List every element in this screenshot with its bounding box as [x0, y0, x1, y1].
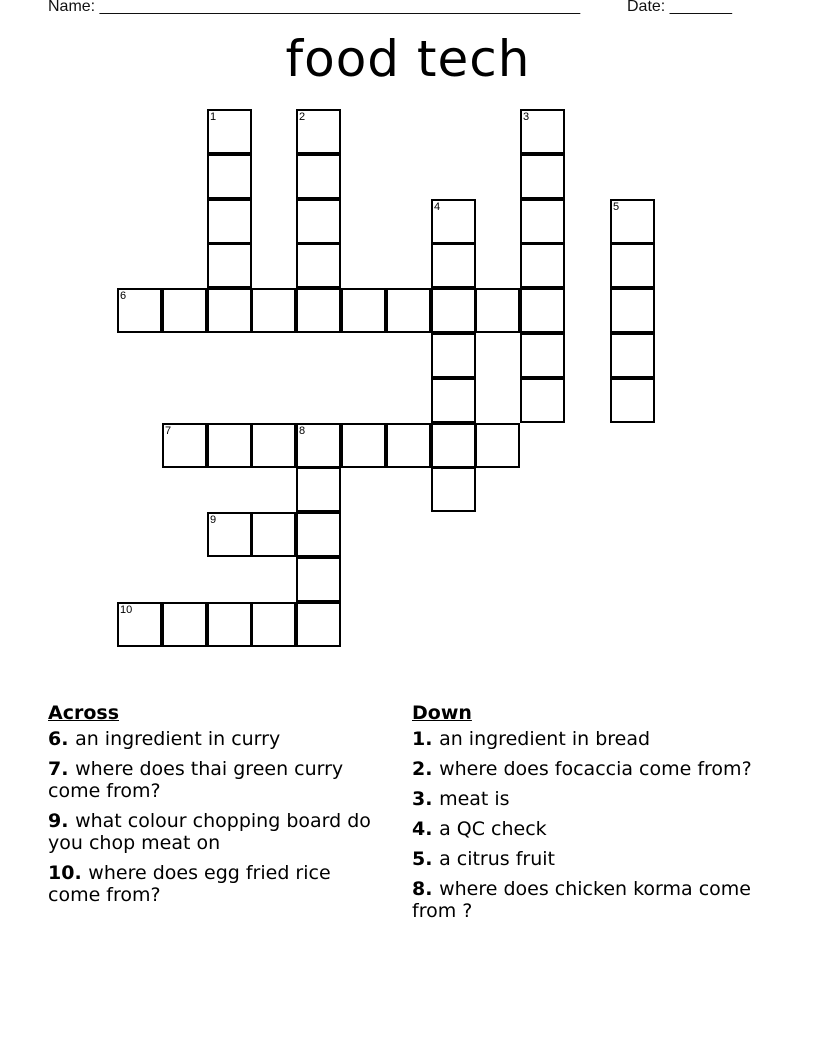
clue-number: 2: [412, 758, 426, 780]
clue-number: 1: [412, 728, 426, 750]
crossword-cell[interactable]: [431, 333, 476, 378]
crossword-cell[interactable]: [251, 602, 296, 647]
cell-number: 1: [210, 111, 217, 123]
crossword-cell[interactable]: [431, 199, 476, 244]
clue-down-1: 1. an ingredient in bread: [412, 728, 651, 750]
clue-across-7: 7. where does thai green curry come from?: [48, 758, 344, 802]
cell-number: 6: [120, 290, 127, 302]
page-title: food tech: [285, 30, 531, 88]
crossword-cell[interactable]: [117, 288, 162, 333]
cell-number: 3: [523, 111, 530, 123]
crossword-cell[interactable]: [520, 109, 565, 154]
crossword-cell[interactable]: [610, 199, 655, 244]
crossword-cell[interactable]: [431, 378, 476, 423]
clue-down-3: 3. meat is: [412, 788, 510, 810]
clue-down-2: 2. where does focaccia come from?: [412, 758, 752, 780]
crossword-cell[interactable]: [251, 512, 296, 557]
clue-number: 8: [412, 878, 426, 900]
cell-number: 7: [165, 425, 172, 437]
down-heading: Down: [412, 702, 472, 724]
cell-number: 4: [434, 201, 441, 213]
crossword-cell[interactable]: [207, 109, 252, 154]
crossword-cell[interactable]: [386, 288, 431, 333]
crossword-cell[interactable]: [610, 378, 655, 423]
crossword-cell[interactable]: [296, 288, 341, 333]
cell-number: 8: [299, 425, 306, 437]
crossword-cell[interactable]: [207, 154, 252, 199]
clue-text: where does egg fried rice come from?: [48, 862, 331, 906]
crossword-cell[interactable]: [162, 423, 207, 468]
crossword-cell[interactable]: [475, 288, 520, 333]
date-line[interactable]: Date: _______: [627, 0, 732, 15]
clue-across-10: 10. where does egg fried rice come from?: [48, 862, 331, 906]
clue-number: 10: [48, 862, 75, 884]
down-clues: [412, 702, 752, 930]
crossword-cell[interactable]: [162, 288, 207, 333]
clue-across-9: 9. what colour chopping board do you chop meat on: [48, 810, 371, 854]
crossword-cell[interactable]: [251, 288, 296, 333]
crossword-cell[interactable]: [475, 423, 520, 468]
crossword-cell[interactable]: [117, 602, 162, 647]
clue-text: meat is: [439, 788, 510, 810]
clue-text: where does thai green curry come from?: [48, 758, 344, 802]
crossword-cell[interactable]: [386, 423, 431, 468]
crossword-cell[interactable]: [296, 154, 341, 199]
crossword-cell[interactable]: [520, 154, 565, 199]
clue-number: 6: [48, 728, 62, 750]
crossword-cell[interactable]: [431, 243, 476, 288]
clue-text: what colour chopping board do you chop meat on: [48, 810, 371, 854]
crossword-cell[interactable]: [610, 333, 655, 378]
crossword-cell[interactable]: [341, 288, 386, 333]
clue-across-6: 6. an ingredient in curry: [48, 728, 281, 750]
across-clues: [48, 702, 388, 914]
clue-number: 7: [48, 758, 62, 780]
crossword-cell[interactable]: [610, 243, 655, 288]
crossword-cell[interactable]: [296, 467, 341, 512]
clue-down-8: 8. where does chicken korma come from ?: [412, 878, 751, 922]
crossword-cell[interactable]: [296, 109, 341, 154]
clue-text: a QC check: [439, 818, 547, 840]
crossword-cell[interactable]: [296, 243, 341, 288]
clue-text: a citrus fruit: [439, 848, 555, 870]
clue-down-4: 4. a QC check: [412, 818, 547, 840]
clue-down-5: 5. a citrus fruit: [412, 848, 555, 870]
across-heading: Across: [48, 702, 120, 724]
crossword-cell[interactable]: [610, 288, 655, 333]
cell-number: 10: [120, 604, 133, 616]
crossword-cell[interactable]: [207, 288, 252, 333]
crossword-cell[interactable]: [207, 423, 252, 468]
crossword-cell[interactable]: [520, 243, 565, 288]
clue-text: where does chicken korma come from ?: [412, 878, 751, 922]
crossword-cell[interactable]: [520, 288, 565, 333]
clue-number: 4: [412, 818, 426, 840]
cell-number: 9: [210, 514, 217, 526]
crossword-cell[interactable]: [520, 378, 565, 423]
crossword-cell[interactable]: [520, 333, 565, 378]
crossword-cell[interactable]: [296, 423, 341, 468]
crossword-cell[interactable]: [162, 602, 207, 647]
crossword-cell[interactable]: [296, 199, 341, 244]
crossword-cell[interactable]: [520, 199, 565, 244]
crossword-cell[interactable]: [207, 512, 252, 557]
cell-number: 2: [299, 111, 306, 123]
name-line[interactable]: Name: ______________________________________________________: [48, 0, 581, 15]
clue-text: an ingredient in bread: [439, 728, 651, 750]
crossword-cell[interactable]: [431, 467, 476, 512]
clue-text: where does focaccia come from?: [439, 758, 752, 780]
clue-number: 5: [412, 848, 426, 870]
crossword-cell[interactable]: [207, 199, 252, 244]
crossword-cell[interactable]: [341, 423, 386, 468]
crossword-cell[interactable]: [207, 602, 252, 647]
clue-number: 3: [412, 788, 426, 810]
crossword-cell[interactable]: [296, 512, 341, 557]
crossword-cell[interactable]: [431, 288, 476, 333]
cell-number: 5: [613, 201, 620, 213]
clue-number: 9: [48, 810, 62, 832]
crossword-cell[interactable]: [251, 423, 296, 468]
crossword-cell[interactable]: [207, 243, 252, 288]
crossword-cell[interactable]: [431, 423, 476, 468]
crossword-cell[interactable]: [296, 557, 341, 602]
crossword-cell[interactable]: [296, 602, 341, 647]
clue-text: an ingredient in curry: [75, 728, 281, 750]
